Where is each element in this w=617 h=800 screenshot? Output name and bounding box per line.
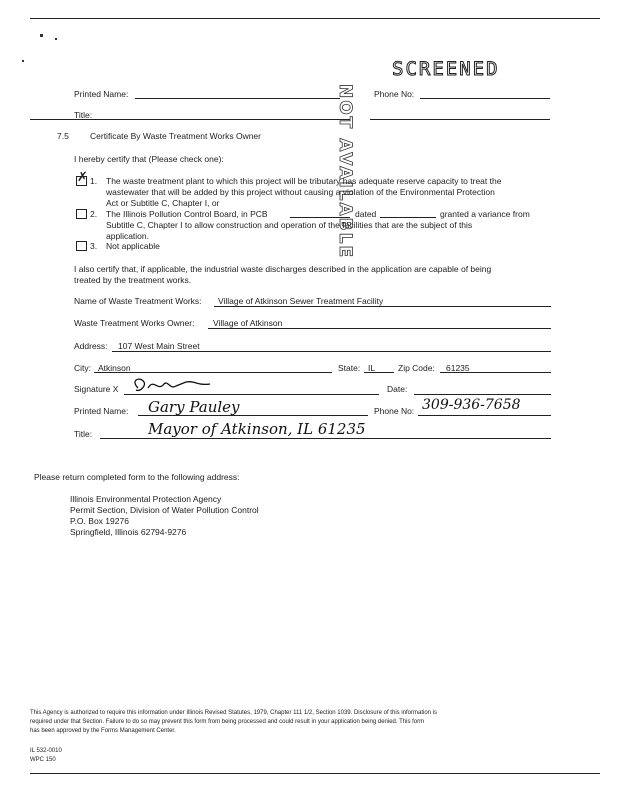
screened-stamp: SCREENED — [392, 58, 500, 80]
phone-label: Phone No: — [374, 406, 415, 416]
also-certify-line2: treated by the treatment works. — [74, 275, 192, 285]
printed-name-label-top: Printed Name: — [74, 89, 129, 99]
zip-value: 61235 — [446, 363, 470, 373]
bottom-rule — [30, 773, 600, 774]
zip-label: Zip Code: — [398, 363, 435, 373]
option2-line3: application. — [106, 231, 150, 241]
address-label: Address: — [74, 341, 108, 351]
footer-notice-line2: required under that Section. Failure to do so may prevent this form from being processed and could result in your application being denied. This form — [30, 719, 425, 725]
option1-line2: wastewater that will be added by this project without causing a violation of the Environmental Protection — [106, 187, 495, 197]
city-label: City: — [74, 363, 91, 373]
option1-line1: The waste treatment plant to which this project will be tributary has adequate reserve capacity to treat the — [106, 176, 502, 186]
title-field-top-right — [370, 119, 550, 120]
option2-marker: 2. — [90, 209, 98, 219]
phone-field-top[interactable] — [420, 98, 550, 99]
phone-label-top: Phone No: — [374, 89, 415, 99]
return-address-line: Illinois Environmental Protection Agency — [70, 494, 222, 504]
footer-notice-line3: has been approved by the Forms Management Center. — [30, 728, 176, 734]
title-field[interactable] — [100, 438, 551, 439]
option3-marker: 3. — [90, 241, 98, 251]
option2-line1-b: dated — [355, 209, 377, 219]
top-rule — [30, 18, 600, 19]
not-available-stamp: NOT AVAILABLE — [335, 84, 355, 260]
zip-field[interactable] — [440, 372, 551, 373]
state-label: State: — [338, 363, 361, 373]
address-field[interactable] — [112, 351, 551, 352]
printed-name-field[interactable] — [138, 415, 368, 416]
signature-field[interactable] — [124, 394, 379, 395]
option2-line1-a: The Illinois Pollution Control Board, in PCB — [106, 209, 268, 219]
option1-check-mark: ✗ — [77, 170, 88, 185]
printed-name-field-top[interactable] — [135, 98, 340, 99]
section-heading: Certificate By Waste Treatment Works Owner — [90, 131, 261, 141]
option2-checkbox[interactable] — [76, 209, 87, 219]
state-value: IL — [368, 363, 376, 373]
address-value: 107 West Main Street — [118, 341, 200, 351]
owner-value: Village of Atkinson — [213, 318, 283, 328]
certify-intro: I hereby certify that (Please check one): — [74, 154, 224, 164]
printed-name-value: Gary Pauley — [148, 398, 240, 416]
owner-label: Waste Treatment Works Owner: — [74, 318, 195, 328]
printed-name-label: Printed Name: — [74, 406, 129, 416]
scan-mark — [40, 34, 43, 37]
scan-mark — [55, 38, 57, 40]
option3-checkbox[interactable] — [76, 241, 87, 251]
also-certify-line1: I also certify that, if applicable, the industrial waste discharges described in the application are capable of being — [74, 264, 492, 274]
facility-value: Village of Atkinson Sewer Treatment Facility — [218, 296, 384, 306]
return-address-line: Permit Section, Division of Water Pollution Control — [70, 505, 259, 515]
signature-scribble — [128, 374, 218, 396]
pcb-number-field[interactable] — [290, 217, 350, 218]
facility-label: Name of Waste Treatment Works: — [74, 296, 202, 306]
scan-mark — [22, 60, 24, 62]
title-label: Title: — [74, 429, 93, 439]
date-field[interactable] — [414, 394, 551, 395]
signature-label: Signature X — [74, 384, 119, 394]
phone-value: 309-936-7658 — [422, 397, 521, 413]
city-value: Atkinson — [98, 363, 131, 373]
title-value: Mayor of Atkinson, IL 61235 — [148, 420, 366, 438]
city-field[interactable] — [94, 372, 332, 373]
pcb-date-field[interactable] — [380, 217, 436, 218]
facility-field[interactable] — [214, 306, 551, 307]
owner-field[interactable] — [208, 328, 551, 329]
form-id: IL 532-0010 — [30, 748, 62, 754]
option2-line2: Subtitle C, Chapter I to allow construction and operation of the facilities that are the subject of this — [106, 220, 473, 230]
section-number: 7.5 — [57, 131, 69, 141]
footer-notice-line1: This Agency is authorized to require this information under Illinois Revised Statutes, 1979, Chapter 111 1/2, Section 1039. Disclosure of this information is — [30, 710, 437, 716]
option1-line3: Act or Subtitle C, Chapter I, or — [106, 198, 220, 208]
phone-field[interactable] — [418, 415, 551, 416]
title-field-top[interactable] — [30, 119, 350, 120]
option3-text: Not applicable — [106, 241, 160, 251]
return-instruction: Please return completed form to the following address: — [34, 472, 240, 482]
return-address-line: Springfield, Illinois 62794-9276 — [70, 527, 187, 537]
date-label: Date: — [387, 384, 408, 394]
return-address-line: P.O. Box 19276 — [70, 516, 129, 526]
state-field[interactable] — [364, 372, 394, 373]
form-code: WPC 150 — [30, 757, 56, 763]
option2-line1-c: granted a variance from — [440, 209, 530, 219]
option1-marker: 1. — [90, 176, 98, 186]
title-label-top: Title: — [74, 110, 93, 120]
